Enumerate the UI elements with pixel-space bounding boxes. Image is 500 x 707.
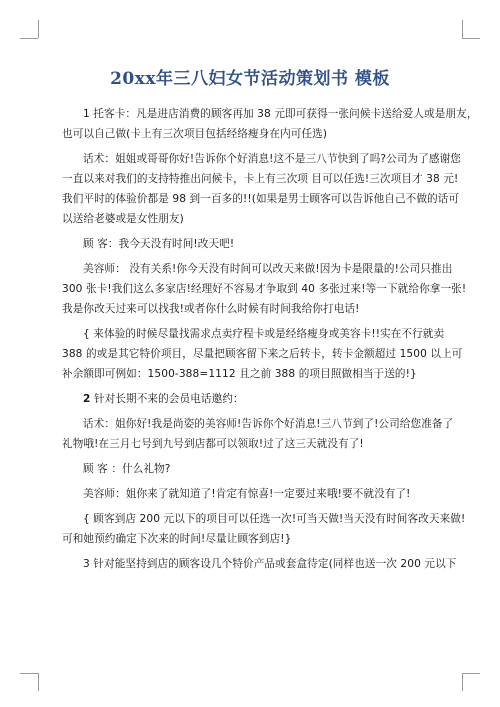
text-line: 一直以来对我们的支持特推出问候卡，卡上有三次项 目可以任选!三次项目才 38 元! xyxy=(62,173,459,185)
text-line: 以送给老婆或是女性朋友) xyxy=(62,213,184,225)
text-line: 礼物哦!在三月七号到九号到店都可以领取!过了这三天就没有了! xyxy=(62,438,364,450)
text-line: 我是你改天过来可以找我!或者你什么时候有时间我给你打电话! xyxy=(62,303,360,315)
text-line: { 顾客到店 200 元以下的项目可以任选一次!可当天做!当天没有时间客改天来做! xyxy=(83,513,466,525)
text-line: 话术：姐姐或哥哥你好!告诉你个好消息!这不是三八节快到了吗?公司为了感谢您 xyxy=(83,153,462,165)
document-title: 20xx年三八妇女节活动策划书 模板 xyxy=(110,69,390,89)
text-line: 美容师： 没有关系!你今天没有时间可以改天来做!因为卡是限量的!公司只推出 xyxy=(83,263,453,275)
text-line: 可和她预约确定下次来的时间!尽量让顾客到店!} xyxy=(62,533,292,545)
text-line: 话术：姐你好!我是尚姿的美容师!告诉你个好消息!三八节到了!公司给您准备了 xyxy=(83,418,454,430)
text-line: 美容师：姐你来了就知道了!肯定有惊喜!一定要过来哦!要不就没有了! xyxy=(83,488,411,500)
text-line: 我们平时的体验价都是 98 到一百多的!!(如果是男士顾客可以告诉他自己不做的话可 xyxy=(62,193,460,205)
section-heading: 2 针对长期不来的会员电话邀约： xyxy=(83,393,244,405)
text-line: 顾 客 ：什么礼物? xyxy=(83,463,171,475)
text-line: 补余额即可例如：1500-388=1112 且之前 388 的项目照做相当于送的!} xyxy=(62,368,417,380)
text-line: 300 张卡!我们这么多家店!经理好不容易才争取到 40 多张过来!等一下就给你拿一张! xyxy=(62,283,467,295)
text-line: 388 的或是其它特价项目，尽量把顾客留下来之后转卡，转卡金额超过 1500 以上可 xyxy=(62,348,463,360)
text-line: 3 针对能坚持到店的顾客设几个特价产品或套盒待定(同样也送一次 200 元以下 xyxy=(83,558,457,570)
text-line: 顾 客：我今天没有时间!改天吧! xyxy=(83,238,235,250)
section-number: 2 xyxy=(83,393,91,405)
text-line: 也可以自己做(卡上有三次项目包括经络瘦身在内可任选) xyxy=(62,128,328,140)
document-body xyxy=(62,104,478,574)
text-line: { 来体验的时候尽量找需求点卖疗程卡或是经络瘦身或美容卡!!实在不行就卖 xyxy=(83,328,445,340)
text-line: 1 托客卡：凡是进店消费的顾客再加 38 元即可获得一张问候卡送给爱人或是朋友， xyxy=(83,108,478,120)
